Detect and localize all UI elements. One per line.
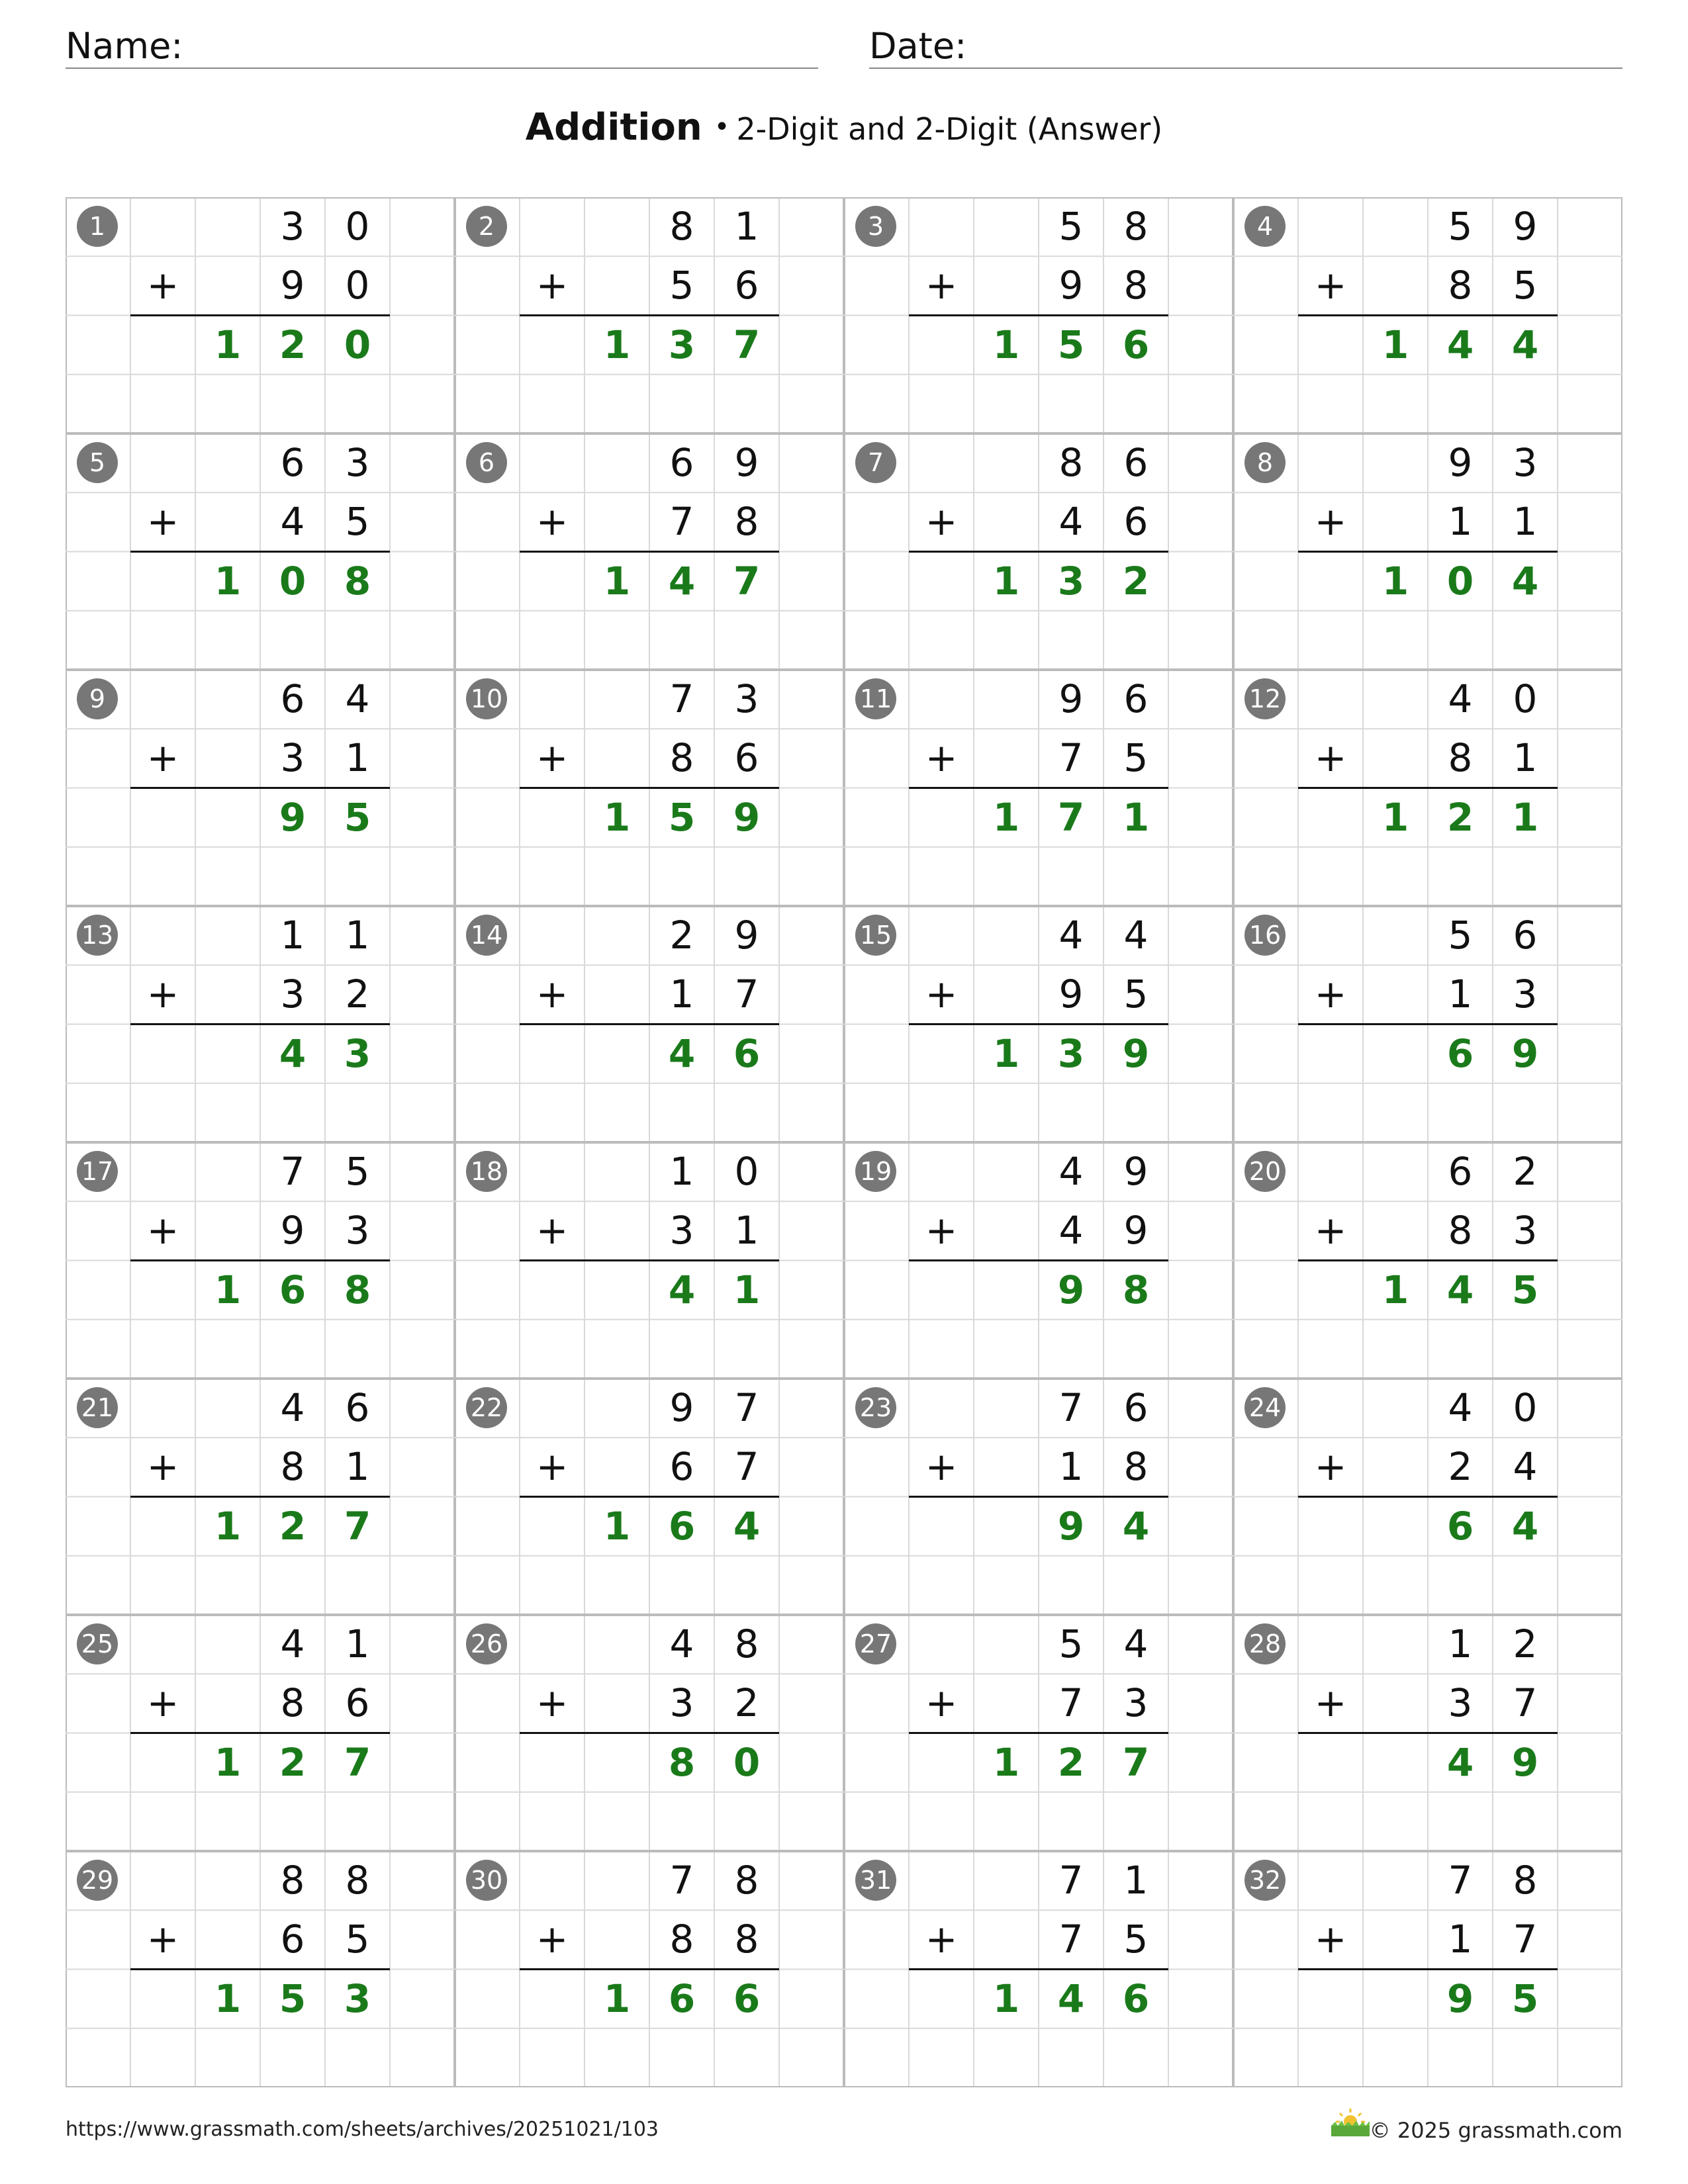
plus-sign: +: [1314, 1680, 1347, 1726]
answer-digit: 4: [668, 558, 696, 604]
addend-2-tens: 6: [280, 1917, 305, 1962]
answer-digit: 1: [733, 1267, 761, 1312]
answer-digit: 5: [668, 794, 696, 840]
addend-2-ones: 8: [734, 1917, 759, 1962]
plus-sign: +: [1314, 1917, 1347, 1962]
answer-digit: 4: [668, 1267, 696, 1312]
answer-digit: 1: [992, 558, 1020, 604]
addend-2-ones: 7: [734, 972, 759, 1017]
answer-digit: 7: [1057, 794, 1085, 840]
plus-sign: +: [146, 263, 179, 308]
addend-2-tens: 8: [1448, 1208, 1473, 1253]
addend-2-ones: 9: [1123, 1208, 1149, 1253]
addend-1-tens: 4: [1058, 1149, 1084, 1194]
plus-sign: +: [146, 1208, 179, 1253]
addend-2-ones: 6: [1123, 499, 1149, 545]
answer-digit: 7: [733, 558, 761, 604]
addend-1-tens: 1: [1448, 1621, 1473, 1666]
problem-number-badge: 21: [77, 1387, 118, 1428]
answer-digit: 7: [344, 1739, 371, 1785]
answer-digit: 9: [1511, 1030, 1539, 1076]
addend-1-tens: 4: [280, 1621, 305, 1666]
addend-1-ones: 0: [1513, 676, 1538, 721]
answer-digit: 2: [279, 1503, 306, 1549]
addend-2-ones: 3: [1123, 1680, 1149, 1726]
answer-digit: 3: [344, 1030, 371, 1076]
addend-2-tens: 1: [1058, 1444, 1084, 1490]
answer-digit: 8: [1122, 1267, 1150, 1312]
addend-1-tens: 7: [280, 1149, 305, 1194]
answer-digit: 5: [279, 1976, 306, 2021]
addend-2-ones: 1: [1513, 735, 1538, 781]
plus-sign: +: [925, 972, 958, 1017]
answer-digit: 0: [344, 322, 371, 367]
addend-1-tens: 8: [669, 204, 694, 249]
answer-digit: 4: [1511, 1503, 1539, 1549]
addend-2-ones: 5: [1513, 263, 1538, 308]
problem-number-badge: 2: [466, 206, 507, 247]
answer-digit: 1: [214, 1739, 242, 1785]
addend-1-ones: 6: [1123, 676, 1149, 721]
addend-1-tens: 6: [280, 440, 305, 485]
plus-sign: +: [536, 1917, 569, 1962]
answer-digit: 0: [1446, 558, 1474, 604]
problem-number-badge: 1: [77, 206, 118, 247]
addend-1-ones: 5: [345, 1149, 370, 1194]
addend-2-ones: 8: [734, 499, 759, 545]
answer-digit: 6: [668, 1503, 696, 1549]
answer-digit: 6: [733, 1976, 761, 2021]
plus-sign: +: [925, 263, 958, 308]
addend-2-ones: 6: [734, 263, 759, 308]
plus-sign: +: [536, 1444, 569, 1490]
answer-digit: 4: [1511, 322, 1539, 367]
answer-digit: 7: [1122, 1739, 1150, 1785]
addend-1-tens: 5: [1058, 1621, 1084, 1666]
addend-2-ones: 2: [734, 1680, 759, 1726]
answer-digit: 2: [279, 1739, 306, 1785]
addend-2-ones: 2: [345, 972, 370, 1017]
answer-digit: 9: [1446, 1976, 1474, 2021]
answer-digit: 1: [603, 794, 631, 840]
plus-sign: +: [146, 1917, 179, 1962]
addend-2-tens: 7: [669, 499, 694, 545]
footer-copyright: © 2025 grassmath.com: [1369, 2118, 1622, 2143]
addend-2-ones: 5: [1123, 972, 1149, 1017]
addend-1-tens: 6: [280, 676, 305, 721]
addend-1-ones: 6: [1513, 913, 1538, 958]
answer-digit: 1: [1382, 558, 1409, 604]
addend-1-tens: 4: [1448, 1385, 1473, 1430]
addend-1-tens: 4: [1058, 913, 1084, 958]
addend-2-tens: 8: [280, 1444, 305, 1490]
addend-1-ones: 8: [1123, 204, 1149, 249]
problem-number-badge: 9: [77, 678, 118, 719]
addend-1-tens: 1: [669, 1149, 694, 1194]
addend-2-tens: 9: [1058, 263, 1084, 308]
answer-digit: 4: [1446, 1739, 1474, 1785]
name-label: Name:: [66, 25, 183, 67]
answer-digit: 2: [1122, 558, 1150, 604]
answer-digit: 3: [1057, 1030, 1085, 1076]
addend-2-tens: 1: [1448, 972, 1473, 1017]
addend-1-tens: 4: [1448, 676, 1473, 721]
problem-number-badge: 19: [855, 1151, 896, 1192]
addend-1-tens: 5: [1448, 204, 1473, 249]
problem-number-badge: 12: [1244, 678, 1286, 719]
addend-2-tens: 1: [1448, 499, 1473, 545]
answer-digit: 1: [214, 1503, 242, 1549]
problem-grid: [66, 197, 1622, 2087]
addend-2-tens: 9: [280, 1208, 305, 1253]
problem-number-badge: 31: [855, 1860, 896, 1901]
addend-1-ones: 1: [345, 1621, 370, 1666]
answer-digit: 4: [668, 1030, 696, 1076]
addend-2-tens: 4: [1058, 1208, 1084, 1253]
answer-digit: 4: [1122, 1503, 1150, 1549]
plus-sign: +: [146, 499, 179, 545]
title-separator: •: [714, 112, 730, 142]
addend-1-tens: 5: [1448, 913, 1473, 958]
problem-number-badge: 16: [1244, 915, 1286, 956]
name-field[interactable]: [66, 25, 818, 69]
problem-number-badge: 11: [855, 678, 896, 719]
answer-digit: 9: [279, 794, 306, 840]
addend-2-tens: 2: [1448, 1444, 1473, 1490]
plus-sign: +: [536, 1680, 569, 1726]
plus-sign: +: [146, 1680, 179, 1726]
addend-2-ones: 5: [1123, 735, 1149, 781]
problem-number-badge: 18: [466, 1151, 507, 1192]
addend-2-ones: 3: [1513, 972, 1538, 1017]
addend-1-ones: 3: [734, 676, 759, 721]
addend-1-tens: 7: [1448, 1858, 1473, 1903]
answer-digit: 3: [668, 322, 696, 367]
addend-2-tens: 5: [669, 263, 694, 308]
answer-digit: 1: [992, 1976, 1020, 2021]
plus-sign: +: [536, 1208, 569, 1253]
addend-2-ones: 1: [1513, 499, 1538, 545]
answer-digit: 1: [214, 322, 242, 367]
date-field[interactable]: [869, 25, 1622, 69]
answer-digit: 1: [1122, 794, 1150, 840]
answer-digit: 6: [1122, 322, 1150, 367]
addend-1-ones: 8: [734, 1621, 759, 1666]
problem-number-badge: 22: [466, 1387, 507, 1428]
problem-number-badge: 3: [855, 206, 896, 247]
answer-digit: 1: [603, 558, 631, 604]
problem-number-badge: 5: [77, 442, 118, 483]
addend-1-ones: 9: [1513, 204, 1538, 249]
addend-1-tens: 4: [280, 1385, 305, 1430]
answer-digit: 4: [279, 1030, 306, 1076]
problem-number-badge: 32: [1244, 1860, 1286, 1901]
addend-1-tens: 8: [1058, 440, 1084, 485]
addend-1-tens: 2: [669, 913, 694, 958]
answer-digit: 5: [1057, 322, 1085, 367]
addend-1-tens: 1: [280, 913, 305, 958]
addend-1-ones: 0: [734, 1149, 759, 1194]
plus-sign: +: [146, 1444, 179, 1490]
answer-digit: 9: [1122, 1030, 1150, 1076]
addend-2-tens: 3: [280, 972, 305, 1017]
addend-1-ones: 8: [345, 1858, 370, 1903]
problem-number-badge: 15: [855, 915, 896, 956]
date-label: Date:: [869, 25, 967, 67]
answer-digit: 1: [1382, 1267, 1409, 1312]
addend-1-ones: 6: [1123, 440, 1149, 485]
addend-1-tens: 3: [280, 204, 305, 249]
addend-1-ones: 9: [734, 913, 759, 958]
answer-digit: 1: [214, 1267, 242, 1312]
answer-digit: 1: [1382, 794, 1409, 840]
addend-1-tens: 6: [669, 440, 694, 485]
answer-digit: 1: [1382, 322, 1409, 367]
addend-1-ones: 9: [734, 440, 759, 485]
answer-digit: 1: [992, 794, 1020, 840]
addend-1-ones: 9: [1123, 1149, 1149, 1194]
addend-2-ones: 0: [345, 263, 370, 308]
addend-2-tens: 8: [280, 1680, 305, 1726]
addend-2-ones: 5: [345, 1917, 370, 1962]
addend-2-tens: 3: [280, 735, 305, 781]
answer-digit: 2: [1057, 1739, 1085, 1785]
addend-2-ones: 6: [345, 1680, 370, 1726]
plus-sign: +: [1314, 499, 1347, 545]
answer-digit: 8: [344, 1267, 371, 1312]
addend-2-ones: 7: [734, 1444, 759, 1490]
addend-2-tens: 8: [1448, 263, 1473, 308]
plus-sign: +: [146, 735, 179, 781]
addend-1-tens: 6: [1448, 1149, 1473, 1194]
addend-2-tens: 4: [1058, 499, 1084, 545]
plus-sign: +: [536, 499, 569, 545]
answer-digit: 4: [1511, 558, 1539, 604]
addend-1-ones: 0: [1513, 1385, 1538, 1430]
grass-sun-logo-icon: [1327, 2106, 1374, 2138]
addend-1-ones: 4: [1123, 1621, 1149, 1666]
plus-sign: +: [1314, 972, 1347, 1017]
answer-digit: 6: [279, 1267, 306, 1312]
footer-url: https://www.grassmath.com/sheets/archives/20251021/103: [66, 2118, 659, 2141]
plus-sign: +: [1314, 735, 1347, 781]
answer-digit: 5: [1511, 1976, 1539, 2021]
addend-1-tens: 9: [1058, 676, 1084, 721]
answer-digit: 1: [603, 322, 631, 367]
addend-1-ones: 3: [1513, 440, 1538, 485]
addend-2-tens: 3: [669, 1680, 694, 1726]
addend-2-ones: 4: [1513, 1444, 1538, 1490]
answer-digit: 1: [992, 1739, 1020, 1785]
addend-2-tens: 8: [669, 1917, 694, 1962]
answer-digit: 7: [733, 322, 761, 367]
addend-1-tens: 8: [280, 1858, 305, 1903]
title-subtitle: 2-Digit and 2-Digit (Answer): [736, 111, 1163, 147]
answer-digit: 4: [1057, 1976, 1085, 2021]
plus-sign: +: [536, 263, 569, 308]
addend-1-ones: 1: [734, 204, 759, 249]
problem-number-badge: 17: [77, 1151, 118, 1192]
addend-2-ones: 6: [734, 735, 759, 781]
problem-number-badge: 24: [1244, 1387, 1286, 1428]
answer-digit: 6: [1446, 1503, 1474, 1549]
answer-digit: 4: [1446, 1267, 1474, 1312]
answer-digit: 4: [733, 1503, 761, 1549]
answer-digit: 6: [733, 1030, 761, 1076]
plus-sign: +: [146, 972, 179, 1017]
answer-digit: 6: [1446, 1030, 1474, 1076]
plus-sign: +: [536, 735, 569, 781]
addend-2-tens: 6: [669, 1444, 694, 1490]
problem-number-badge: 29: [77, 1860, 118, 1901]
answer-digit: 2: [279, 322, 306, 367]
addend-2-tens: 7: [1058, 735, 1084, 781]
plus-sign: +: [536, 972, 569, 1017]
addend-1-tens: 7: [669, 676, 694, 721]
addend-2-ones: 5: [345, 499, 370, 545]
addend-2-tens: 7: [1058, 1917, 1084, 1962]
answer-digit: 8: [668, 1739, 696, 1785]
addend-1-ones: 8: [1513, 1858, 1538, 1903]
answer-digit: 0: [279, 558, 306, 604]
answer-digit: 8: [344, 558, 371, 604]
addend-1-ones: 2: [1513, 1149, 1538, 1194]
problem-number-badge: 7: [855, 442, 896, 483]
problem-number-badge: 27: [855, 1623, 896, 1664]
plus-sign: +: [1314, 263, 1347, 308]
addend-2-tens: 3: [669, 1208, 694, 1253]
plus-sign: +: [925, 735, 958, 781]
plus-sign: +: [925, 1444, 958, 1490]
answer-digit: 1: [214, 1976, 242, 2021]
answer-digit: 6: [668, 1976, 696, 2021]
addend-1-ones: 7: [734, 1385, 759, 1430]
answer-digit: 1: [1511, 794, 1539, 840]
addend-1-ones: 6: [345, 1385, 370, 1430]
answer-digit: 1: [603, 1503, 631, 1549]
worksheet-title: [0, 106, 1688, 149]
answer-digit: 4: [1446, 322, 1474, 367]
plus-sign: +: [925, 1680, 958, 1726]
answer-digit: 1: [992, 322, 1020, 367]
addend-2-ones: 3: [1513, 1208, 1538, 1253]
addend-2-tens: 1: [669, 972, 694, 1017]
addend-1-ones: 6: [1123, 1385, 1149, 1430]
answer-digit: 5: [1511, 1267, 1539, 1312]
addend-2-tens: 7: [1058, 1680, 1084, 1726]
answer-digit: 0: [733, 1739, 761, 1785]
answer-digit: 9: [733, 794, 761, 840]
addend-2-ones: 1: [734, 1208, 759, 1253]
addend-1-ones: 4: [1123, 913, 1149, 958]
addend-1-ones: 3: [345, 440, 370, 485]
addend-2-ones: 8: [1123, 263, 1149, 308]
addend-2-tens: 9: [1058, 972, 1084, 1017]
addend-1-ones: 0: [345, 204, 370, 249]
addend-1-tens: 5: [1058, 204, 1084, 249]
addend-1-ones: 1: [345, 913, 370, 958]
addend-2-tens: 4: [280, 499, 305, 545]
title-main: Addition: [525, 106, 702, 149]
problem-number-badge: 23: [855, 1387, 896, 1428]
problem-number-badge: 30: [466, 1860, 507, 1901]
problem-number-badge: 26: [466, 1623, 507, 1664]
addend-1-tens: 7: [669, 1858, 694, 1903]
answer-digit: 1: [603, 1976, 631, 2021]
problem-number-badge: 28: [1244, 1623, 1286, 1664]
addend-1-tens: 9: [1448, 440, 1473, 485]
addend-1-tens: 7: [1058, 1385, 1084, 1430]
answer-digit: 9: [1057, 1267, 1085, 1312]
problem-number-badge: 25: [77, 1623, 118, 1664]
addend-1-tens: 7: [1058, 1858, 1084, 1903]
addend-2-tens: 9: [280, 263, 305, 308]
problem-number-badge: 8: [1244, 442, 1286, 483]
addend-1-ones: 2: [1513, 1621, 1538, 1666]
addend-2-ones: 3: [345, 1208, 370, 1253]
addend-2-ones: 1: [345, 1444, 370, 1490]
answer-digit: 9: [1511, 1739, 1539, 1785]
addend-2-ones: 8: [1123, 1444, 1149, 1490]
addend-2-ones: 1: [345, 735, 370, 781]
plus-sign: +: [925, 499, 958, 545]
addend-2-tens: 8: [669, 735, 694, 781]
problem-number-badge: 4: [1244, 206, 1286, 247]
addend-1-ones: 8: [734, 1858, 759, 1903]
answer-digit: 3: [1057, 558, 1085, 604]
problem-number-badge: 10: [466, 678, 507, 719]
problem-number-badge: 14: [466, 915, 507, 956]
addend-1-ones: 1: [1123, 1858, 1149, 1903]
answer-digit: 6: [1122, 1976, 1150, 2021]
answer-digit: 1: [992, 1030, 1020, 1076]
addend-1-tens: 9: [669, 1385, 694, 1430]
plus-sign: +: [925, 1917, 958, 1962]
addend-2-ones: 5: [1123, 1917, 1149, 1962]
answer-digit: 9: [1057, 1503, 1085, 1549]
addend-1-tens: 4: [669, 1621, 694, 1666]
addend-2-ones: 7: [1513, 1917, 1538, 1962]
problem-number-badge: 20: [1244, 1151, 1286, 1192]
addend-2-tens: 1: [1448, 1917, 1473, 1962]
plus-sign: +: [1314, 1208, 1347, 1253]
answer-digit: 5: [344, 794, 371, 840]
answer-digit: 1: [214, 558, 242, 604]
problem-number-badge: 6: [466, 442, 507, 483]
answer-digit: 2: [1446, 794, 1474, 840]
addend-1-ones: 4: [345, 676, 370, 721]
answer-digit: 7: [344, 1503, 371, 1549]
addend-2-tens: 3: [1448, 1680, 1473, 1726]
addend-2-ones: 7: [1513, 1680, 1538, 1726]
answer-digit: 3: [344, 1976, 371, 2021]
addend-2-tens: 8: [1448, 735, 1473, 781]
plus-sign: +: [1314, 1444, 1347, 1490]
problem-number-badge: 13: [77, 915, 118, 956]
plus-sign: +: [925, 1208, 958, 1253]
